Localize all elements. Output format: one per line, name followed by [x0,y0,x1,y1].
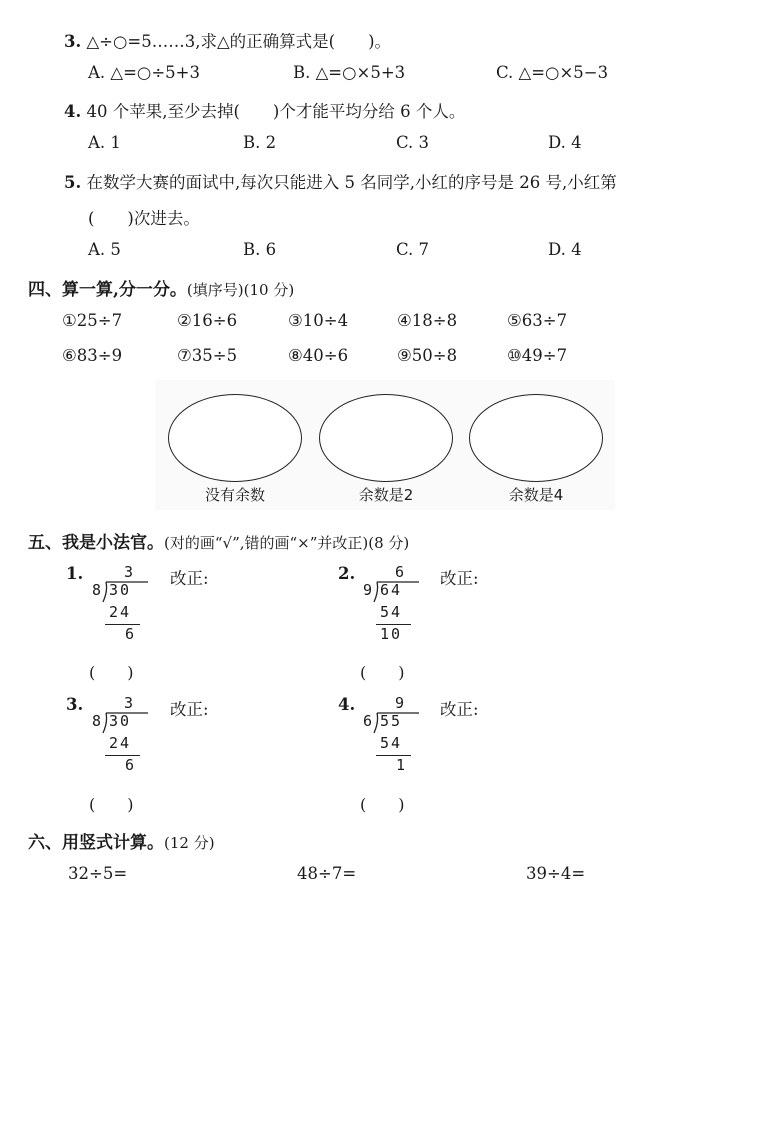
long-division [361,694,421,784]
question-3 [64,28,391,52]
product: 24 [109,603,132,621]
remainder: 6 [125,625,137,643]
division-item: ⑩49÷7 [507,346,568,365]
question-text: 40 个苹果,至少去掉( )个才能平均分给 6 个人。 [86,102,466,121]
question-text: 在数学大赛的面试中,每次只能进入 5 名同学,小红的序号是 26 号,小红第 [86,173,617,192]
judge-parentheses[interactable]: ( ) [89,795,134,814]
dividend: 55 [380,712,403,730]
quotient: 6 [395,563,407,581]
oval-label: 没有余数 [204,486,265,504]
problem-number: 3. [66,695,84,714]
division-item: ⑥83÷9 [62,346,123,365]
division-item: ③10÷4 [288,311,349,330]
product: 54 [380,734,403,752]
problem-number: 2. [338,564,356,583]
division-item: ④18÷8 [397,311,458,330]
dividend: 30 [109,581,132,599]
remainder: 10 [380,625,403,643]
dividend: 64 [380,581,403,599]
correction-label: 改正: [440,700,479,719]
question-text: △÷○=5……3,求△的正确算式是( )。 [86,32,392,51]
option-c: C. 7 [396,240,430,259]
division-item: ⑦35÷5 [177,346,238,365]
question-number: 5. [64,173,82,192]
long-division [90,563,150,653]
section-4-heading [28,275,294,300]
division-item: ②16÷6 [177,311,238,330]
problem-number: 1. [66,564,84,583]
quotient: 3 [124,563,136,581]
judge-parentheses[interactable]: ( ) [360,795,405,814]
section-note: (填序号)(10 分) [186,281,295,299]
section-note: (对的画“√”,错的画“×”并改正)(8 分) [164,534,410,552]
section-title: 五、我是小法官。 [28,533,164,553]
problem-number: 4. [338,695,356,714]
option-b: B. △=○×5+3 [293,63,406,82]
option-b: B. 2 [243,133,277,152]
vertical-calc-item: 48÷7= [297,864,357,883]
section-note: (12 分) [164,834,215,852]
long-division [361,563,421,653]
judge-parentheses[interactable]: ( ) [360,663,405,682]
divisor: 8 [92,581,104,599]
long-division [90,694,150,784]
division-item: ⑨50÷8 [397,346,458,365]
vertical-calc-item: 32÷5= [68,864,128,883]
question-5 [64,169,617,193]
section-title: 六、用竖式计算。 [28,833,164,853]
divisor: 8 [92,712,104,730]
oval-remainder-2[interactable] [319,394,453,482]
option-a: A. 5 [88,240,121,259]
question-number: 4. [64,102,82,121]
option-b: B. 6 [243,240,277,259]
oval-label: 余数是4 [508,486,564,504]
remainder: 6 [125,756,137,774]
quotient: 9 [395,694,407,712]
dividend: 30 [109,712,132,730]
division-item: ⑧40÷6 [288,346,349,365]
divisor: 9 [363,581,375,599]
question-number: 3. [64,32,82,51]
option-c: C. 3 [396,133,430,152]
product: 24 [109,734,132,752]
option-a: A. △=○÷5+3 [88,63,200,82]
division-item: ①25÷7 [62,311,123,330]
divisor: 6 [363,712,375,730]
judge-parentheses[interactable]: ( ) [89,663,134,682]
question-4 [64,98,465,122]
section-5-heading [28,528,409,553]
section-title: 四、算一算,分一分。 [28,280,187,300]
oval-remainder-4[interactable] [469,394,603,482]
option-a: A. 1 [88,133,121,152]
correction-label: 改正: [440,569,479,588]
option-c: C. △=○×5−3 [496,63,609,82]
correction-label: 改正: [170,700,209,719]
oval-label: 余数是2 [358,486,414,504]
option-d: D. 4 [548,133,582,152]
oval-no-remainder[interactable] [168,394,302,482]
division-item: ⑤63÷7 [507,311,568,330]
remainder: 1 [396,756,408,774]
question-text-line2: ( )次进去。 [88,209,200,228]
option-d: D. 4 [548,240,582,259]
product: 54 [380,603,403,621]
section-6-heading [28,828,215,853]
sorting-ovals [155,380,615,510]
correction-label: 改正: [170,569,209,588]
vertical-calc-item: 39÷4= [526,864,586,883]
quotient: 3 [124,694,136,712]
